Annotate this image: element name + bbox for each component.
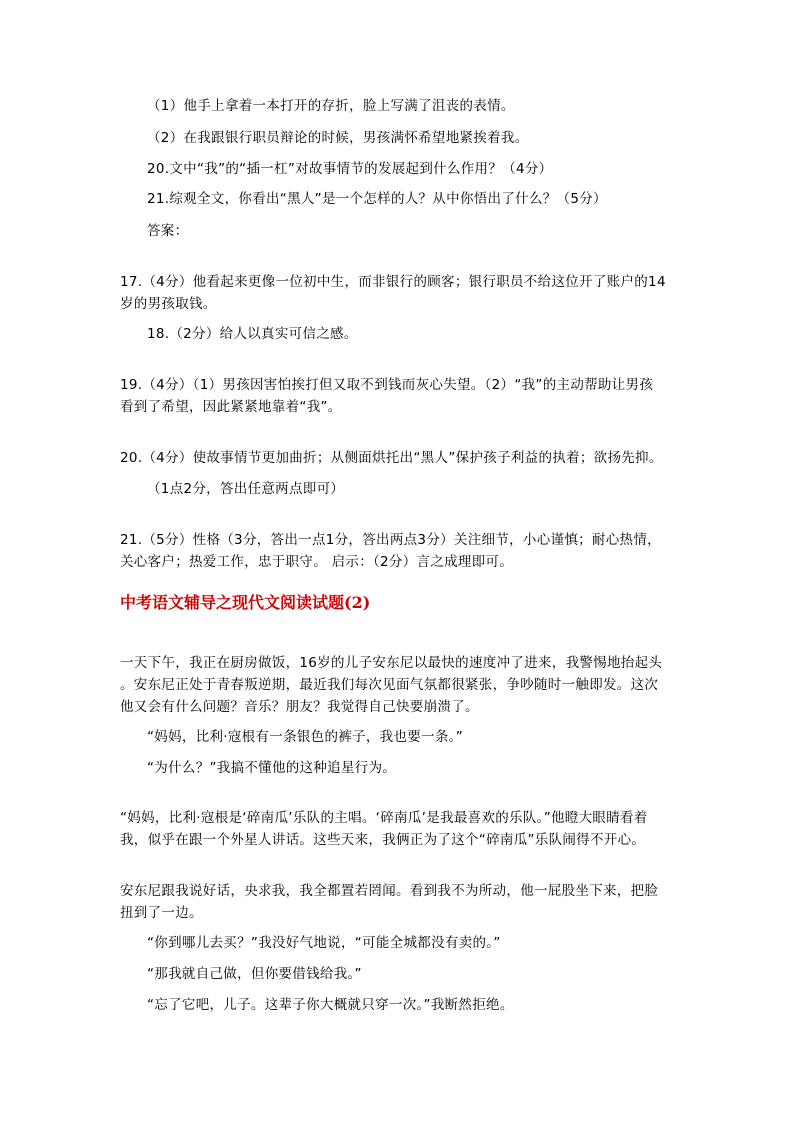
- dialogue-2: “为什么？”我搞不懂他的这种追星行为。: [147, 760, 397, 776]
- question-21: 21.综观全文，你看出“黑人”是一个怎样的人？从中你悟出了什么？（5分）: [147, 191, 607, 207]
- dialogue-4: “那我就自己做，但你要借钱给我。”: [147, 966, 362, 982]
- paragraph-1-line1: 一天下午，我正在厨房做饭，16岁的儿子安东尼以最快的速度冲了进来，我警惕地抬起头: [120, 655, 663, 671]
- answer-20-note: （1点2分，答出任意两点即可）: [147, 481, 345, 497]
- paragraph-1-line3: 他又会有什么问题？音乐？朋友？我觉得自己快要崩溃了。: [120, 699, 479, 715]
- paragraph-2-line1: “妈妈，比利·寇根是‘碎南瓜’乐队的主唱。‘碎南瓜’是我最喜欢的乐队。”他瞪大眼睛看着: [120, 810, 648, 826]
- answer-19-line1: 19.（4分）（1）男孩因害怕挨打但又取不到钱而灰心失望。（2）“我”的主动帮助让男孩: [120, 377, 654, 393]
- answer-18: 18.（2分）给人以真实可信之感。: [147, 326, 358, 342]
- question-19-part2: （2）在我跟银行职员辩论的时候，男孩满怀希望地紧挨着我。: [147, 130, 529, 146]
- paragraph-3-line2: 扭到了一边。: [120, 905, 203, 921]
- dialogue-5: “忘了它吧，儿子。这辈子你大概就只穿一次。”我断然拒绝。: [147, 997, 514, 1013]
- question-19-part1: （1）他手上拿着一本打开的存折，脸上写满了沮丧的表情。: [147, 98, 515, 114]
- answers-label: 答案：: [147, 223, 189, 239]
- answer-21-line2: 关心客户；热爱工作，忠于职守。 启示：（2分）言之成理即可。: [120, 554, 514, 570]
- paragraph-3-line1: 安东尼跟我说好话，央求我，我全都置若罔闻。看到我不为所动，他一屁股坐下来，把脸: [120, 883, 659, 899]
- answer-19-line2: 看到了希望，因此紧紧地靠着“我”。: [120, 399, 342, 415]
- section-title: 中考语文辅导之现代文阅读试题(2): [120, 593, 371, 612]
- dialogue-3: “你到哪儿去买？”我没好气地说，“可能全城都没有卖的。”: [147, 935, 501, 951]
- paragraph-1-line2: 。安东尼正处于青春叛逆期，最近我们每次见面气氛都很紧张，争吵随时一触即发。这次: [120, 677, 659, 693]
- answer-17-line1: 17.（4分）他看起来更像一位初中生，而非银行的顾客；银行职员不给这位开了账户的14: [120, 274, 666, 290]
- answer-20: 20.（4分）使故事情节更加曲折；从侧面烘托出“黑人”保护孩子利益的执着；欲扬先抑。: [120, 450, 663, 466]
- answer-21-line1: 21.（5分）性格（3分，答出一点1分，答出两点3分）关注细节，小心谨慎；耐心热情，: [120, 532, 661, 548]
- question-20: 20.文中“我”的“插一杠”对故事情节的发展起到什么作用？（4分）: [147, 161, 553, 177]
- dialogue-1: “妈妈，比利·寇根有一条银色的裤子，我也要一条。”: [147, 729, 464, 745]
- paragraph-2-line2: 我，似乎在跟一个外星人讲话。这些天来，我俩正为了这个“碎南瓜”乐队闹得不开心。: [120, 832, 646, 848]
- answer-17-line2: 岁的男孩取钱。: [120, 296, 217, 312]
